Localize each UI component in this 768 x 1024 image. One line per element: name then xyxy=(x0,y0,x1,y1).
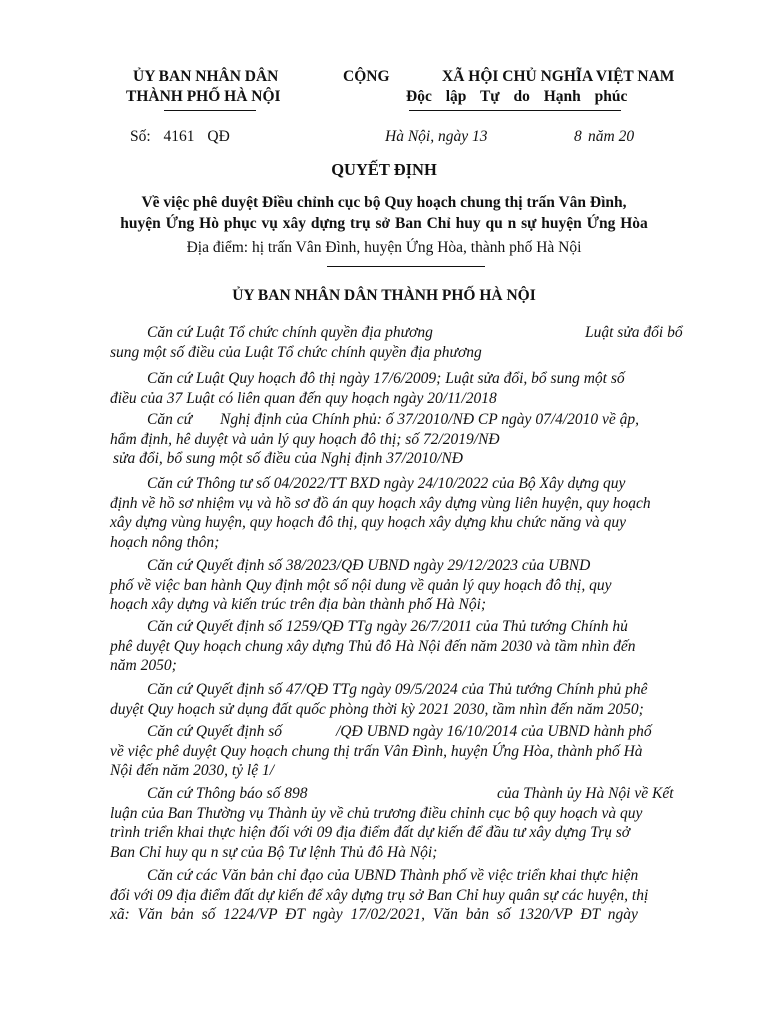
national-motto: Độc lập Tự do Hạnh phúc xyxy=(406,88,628,105)
paragraph-line: sửa đổi, bổ sung một số điều của Nghị định 37/2010/NĐ xyxy=(113,450,463,467)
paragraph-line: luận của Ban Thường vụ Thành ủy về chủ trương điều chỉnh cục bộ quy hoạch và quy xyxy=(110,804,643,822)
legal-basis-paragraph xyxy=(110,410,694,469)
document-date: Hà Nội, ngày 13 xyxy=(385,128,488,145)
legal-basis-paragraph xyxy=(110,784,694,862)
national-title-part1: CỘNG xyxy=(343,68,390,85)
location-line: Địa điểm: hị trấn Vân Đình, huyện Ứng Hòa, thành phố Hà Nội xyxy=(186,239,582,256)
legal-basis-paragraph xyxy=(110,722,694,781)
paragraph-line: hẩm định, hê duyệt và uản lý quy hoạch đô thị; số 72/2019/NĐ xyxy=(110,430,500,448)
paragraph-line: trình triển khai thực hiện đối với 09 địa điểm đất dự kiến để đầu tư xây dựng Trụ sở xyxy=(110,824,631,841)
paragraph-line: điều của 37 Luật có liên quan đến quy hoạch ngày 20/11/2018 xyxy=(110,389,497,407)
paragraph-line: Căn cứ Quyết định số 38/2023/QĐ UBND ngày 29/12/2023 của UBND xyxy=(147,557,591,574)
legal-basis-paragraph xyxy=(110,323,694,362)
paragraph-line: sung một số điều của Luật Tổ chức chính quyền địa phương xyxy=(110,343,482,361)
legal-basis-paragraph xyxy=(110,556,694,615)
paragraph-line: xây dựng vùng huyện, quy hoạch đô thị, quy hoạch xây dựng khu chức năng và quy xyxy=(110,514,627,531)
paragraph-line: của Thành ủy Hà Nội về Kết xyxy=(497,785,674,802)
paragraph-line: Căn cứ Quyết định số 1259/QĐ TTg ngày 26/7/2011 của Thủ tướng Chính hủ xyxy=(147,618,628,635)
issuer-name: ỦY BAN NHÂN DÂN xyxy=(133,68,279,85)
document-number: Số: 4161 QĐ xyxy=(130,128,230,145)
paragraph-line: đối với 09 địa điểm đất dự kiến để xây dựng trụ sở Ban Chỉ huy quân sự các huyện, thị xyxy=(110,886,649,904)
issuer-city: THÀNH PHỐ HÀ NỘI xyxy=(126,88,281,105)
legal-basis-paragraph xyxy=(110,617,694,676)
document-date-year: năm 20 xyxy=(588,128,635,145)
paragraph-line: Căn cứ các Văn bản chỉ đạo của UBND Thành phố về việc triển khai thực hiện xyxy=(147,867,639,884)
paragraph-line: phố về việc ban hành Quy định một số nội dung về quản lý quy hoạch đô thị, quy xyxy=(110,576,612,594)
paragraph-line: Luật sửa đổi bổ xyxy=(585,324,683,341)
paragraph-line: xã: Văn bản số 1224/VP ĐT ngày 17/02/2021, Văn bản số 1320/VP ĐT ngày xyxy=(110,906,638,923)
paragraph-line: /QĐ UBND ngày 16/10/2014 của UBND hành phố xyxy=(336,723,652,740)
paragraph-line: Căn cứ Quyết định số xyxy=(147,723,283,740)
paragraph-line: Căn cứ Thông báo số 898 xyxy=(147,785,308,802)
paragraph-line: định về hồ sơ nhiệm vụ và hồ sơ đồ án quy hoạch xây dựng vùng liên huyện, quy hoạch xyxy=(110,494,651,512)
paragraph-line: hoạch xây dựng và kiến trúc trên địa bàn thành phố Hà Nội; xyxy=(110,596,487,613)
legal-basis-paragraph xyxy=(110,866,694,925)
authority-heading: ỦY BAN NHÂN DÂN THÀNH PHỐ HÀ NỘI xyxy=(232,287,536,304)
paragraph-line: hoạch nông thôn; xyxy=(110,533,220,551)
paragraph-line: Căn cứ Luật Quy hoạch đô thị ngày 17/6/2009; Luật sửa đổi, bổ sung một số xyxy=(147,370,625,387)
motto-underline xyxy=(409,110,621,111)
subject-line-1: Về việc phê duyệt Điều chỉnh cục bộ Quy hoạch chung thị trấn Vân Đình, xyxy=(141,194,627,211)
paragraph-line: phê duyệt Quy hoạch chung xây dựng Thủ đô Hà Nội đến năm 2030 và tầm nhìn đến xyxy=(110,637,636,655)
document-title: QUYẾT ĐỊNH xyxy=(331,160,437,179)
paragraph-line: Căn cứ xyxy=(147,411,193,428)
national-title-part2: XÃ HỘI CHỦ NGHĨA VIỆT NAM xyxy=(442,68,675,85)
paragraph-line: duyệt Quy hoạch sử dụng đất quốc phòng thời kỳ 2021 2030, tầm nhìn đến năm 2050; xyxy=(110,700,644,718)
document-date-month: 8 xyxy=(574,128,582,145)
paragraph-line: Căn cứ Thông tư số 04/2022/TT BXD ngày 24/10/2022 của Bộ Xây dựng quy xyxy=(147,475,626,492)
paragraph-line: Ban Chỉ huy qu n sự của Bộ Tư lệnh Thủ đô Hà Nội; xyxy=(110,843,438,861)
legal-basis-paragraph xyxy=(110,369,694,408)
legal-basis-paragraph xyxy=(110,680,694,719)
paragraph-line: Căn cứ Quyết định số 47/QĐ TTg ngày 09/5/2024 của Thủ tướng Chính phủ phê xyxy=(147,681,648,698)
paragraph-line: Nội đến năm 2030, tỷ lệ 1/ xyxy=(110,762,275,779)
paragraph-line: về việc phê duyệt Quy hoạch chung thị trấn Vân Đình, huyện Ứng Hòa, thành phố Hà xyxy=(110,742,643,760)
paragraph-line: Căn cứ Luật Tổ chức chính quyền địa phương xyxy=(147,324,433,341)
paragraph-line: năm 2050; xyxy=(110,657,177,674)
legal-basis-paragraph xyxy=(110,474,694,552)
title-underline xyxy=(327,266,485,267)
paragraph-line: Nghị định của Chính phủ: ố 37/2010/NĐ CP ngày 07/4/2010 về ập, xyxy=(220,411,640,428)
issuer-underline xyxy=(164,110,256,111)
subject-line-2: huyện Ứng Hò phục vụ xây dựng trụ sở Ban Chỉ huy qu n sự huyện Ứng Hòa xyxy=(120,215,648,232)
